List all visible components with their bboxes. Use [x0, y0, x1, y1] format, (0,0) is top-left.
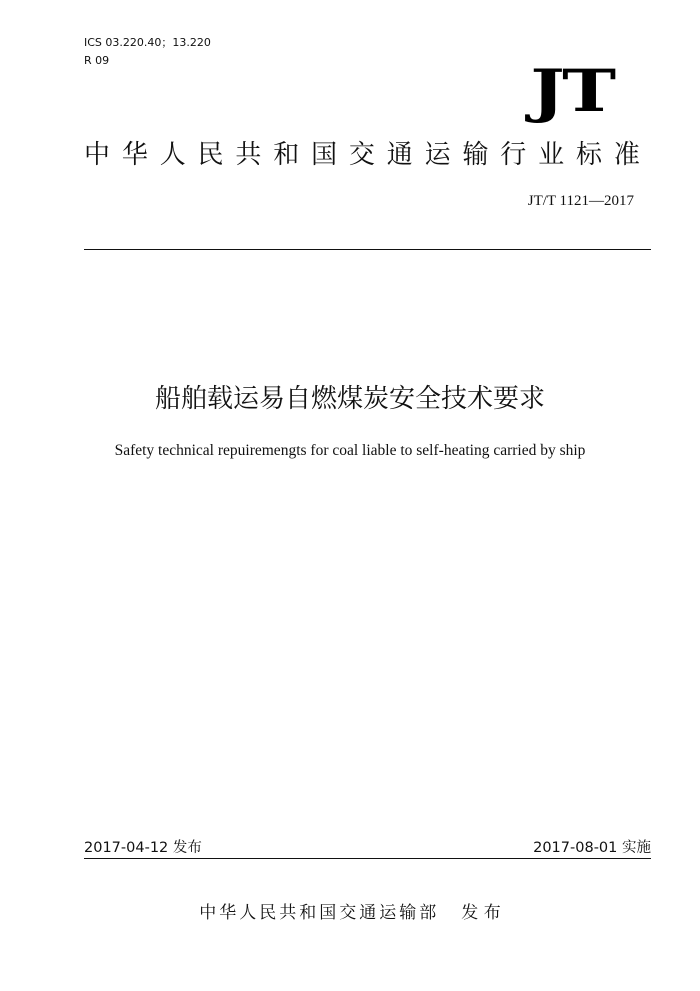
jt-logo: JT [530, 57, 614, 125]
standard-number: JT/T 1121—2017 [527, 193, 634, 209]
publisher-name: 中华人民共和国交通运输部 [199, 903, 440, 923]
document-title-en: Safety technical repuiremengts for coal liable to self-heating carried by ship [114, 442, 586, 459]
title-char: 标 [575, 140, 602, 170]
classification-code: R 09 [84, 54, 110, 67]
standard-category-title [84, 139, 640, 171]
title-char: 共 [235, 140, 262, 170]
publisher-line [0, 902, 700, 924]
implementation-date: 2017-08-01 实施 [533, 840, 651, 856]
title-char: 华 [121, 140, 148, 170]
header-divider [84, 249, 651, 250]
issue-date: 2017-04-12 发布 [84, 840, 202, 856]
title-char: 中 [84, 140, 111, 170]
title-char: 行 [500, 140, 527, 170]
footer-divider [84, 858, 651, 859]
title-char: 国 [311, 140, 338, 170]
title-char: 通 [386, 140, 413, 170]
title-char: 交 [348, 140, 375, 170]
title-char: 和 [273, 140, 300, 170]
ics-code: ICS 03.220.40；13.220 [84, 36, 211, 49]
title-char: 输 [462, 140, 489, 170]
title-char: 民 [197, 140, 224, 170]
publish-action: 发 布 [461, 903, 501, 923]
title-char: 人 [159, 140, 186, 170]
title-char: 准 [613, 140, 640, 170]
title-char: 业 [538, 140, 565, 170]
title-char: 运 [424, 140, 451, 170]
document-title-cn: 船舶载运易自燃煤炭安全技术要求 [154, 384, 545, 414]
